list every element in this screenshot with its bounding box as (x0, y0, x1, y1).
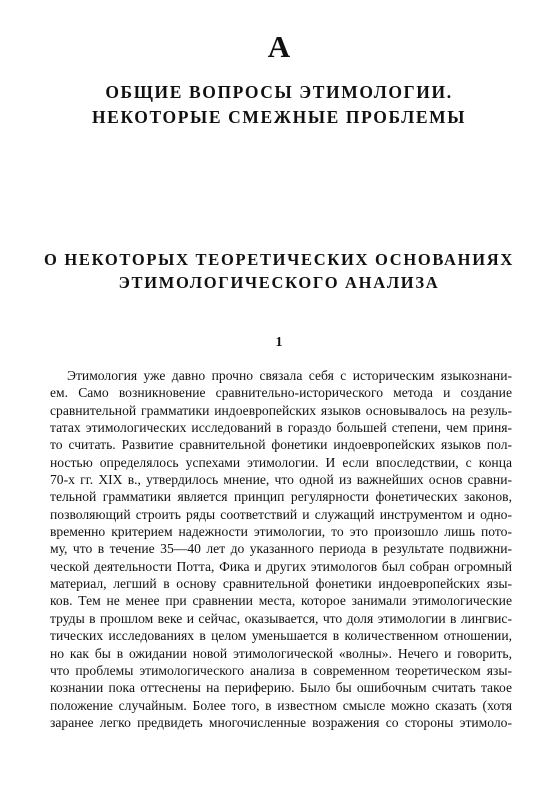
body-line: временно критерием надежности этимологии, то это произошло лишь пото- (50, 524, 512, 540)
body-line: труды в прошлом веке и сейчас, оказывается, что доля этимологии в лингвис- (50, 610, 512, 626)
part-title (0, 80, 558, 130)
body-line: 70-х гг. XIX в., утвердилось мнение, что одной из важнейших основ сравни- (50, 472, 512, 488)
body-line: позволяющий строить ряды соответствий и служащий инструментом и одно- (50, 506, 512, 522)
body-line: сравнительной грамматики индоевропейских языков основывалось на резуль- (50, 402, 512, 418)
body-line: Этимология уже давно прочно связала себя с историческим языкознани- (67, 368, 512, 383)
part-title-line-2: НЕКОТОРЫЕ СМЕЖНЫЕ ПРОБЛЕМЫ (91, 107, 467, 127)
body-line: ем. Само возникновение сравнительно-исторического метода и создание (50, 385, 512, 401)
section-letter: А (267, 29, 291, 64)
part-title-line-1: ОБЩИЕ ВОПРОСЫ ЭТИМОЛОГИИ. (105, 82, 453, 102)
article-title-line-2: ЭТИМОЛОГИЧЕСКОГО АНАЛИЗА (118, 273, 440, 292)
chapter-number: 1 (275, 335, 283, 350)
body-line: ностью определялось успехами этимологии. И если впоследствии, с конца (50, 454, 512, 470)
body-line: материал, легший в основу сравнительной фонетики индоевропейских язы- (50, 576, 512, 592)
body-line: заранее легко предвидеть многочисленные возражения со стороны этимоло- (50, 714, 512, 730)
body-line: что проблемы этимологического анализа в современном теоретическом язы- (50, 662, 512, 678)
article-title (0, 248, 558, 294)
body-line: кознании пока оттеснены на периферию. Было бы ошибочным считать такое (50, 680, 512, 696)
body-line: татах этимологических исследований в гораздо большей степени, чем приня- (50, 420, 512, 436)
body-line: ков. Тем не менее при сравнении места, которое занимали этимологические (50, 593, 512, 609)
article-title-line-1: О НЕКОТОРЫХ ТЕОРЕТИЧЕСКИХ ОСНОВАНИЯХ (44, 250, 514, 269)
body-line: но как бы в ожидании новой этимологической «волны». Нечего и говорить, (50, 645, 512, 661)
body-line: тических исследованиях в целом уменьшается в количественном отношении, (50, 628, 512, 644)
body-line: ческой деятельности Потта, Фика и других этимологов был собран огромный (50, 558, 512, 574)
body-line: положение случайным. Более того, в известном смысле можно сказать (хотя (50, 697, 512, 713)
body-line: му, что в течение 35—40 лет до указанного периода в результате подвижни- (50, 541, 512, 557)
body-line: тельной грамматики является принцип регулярности фонетических законов, (50, 489, 512, 505)
body-paragraph (50, 367, 512, 731)
body-line: то считать. Развитие сравнительной фонетики индоевропейских языков пол- (50, 437, 512, 453)
